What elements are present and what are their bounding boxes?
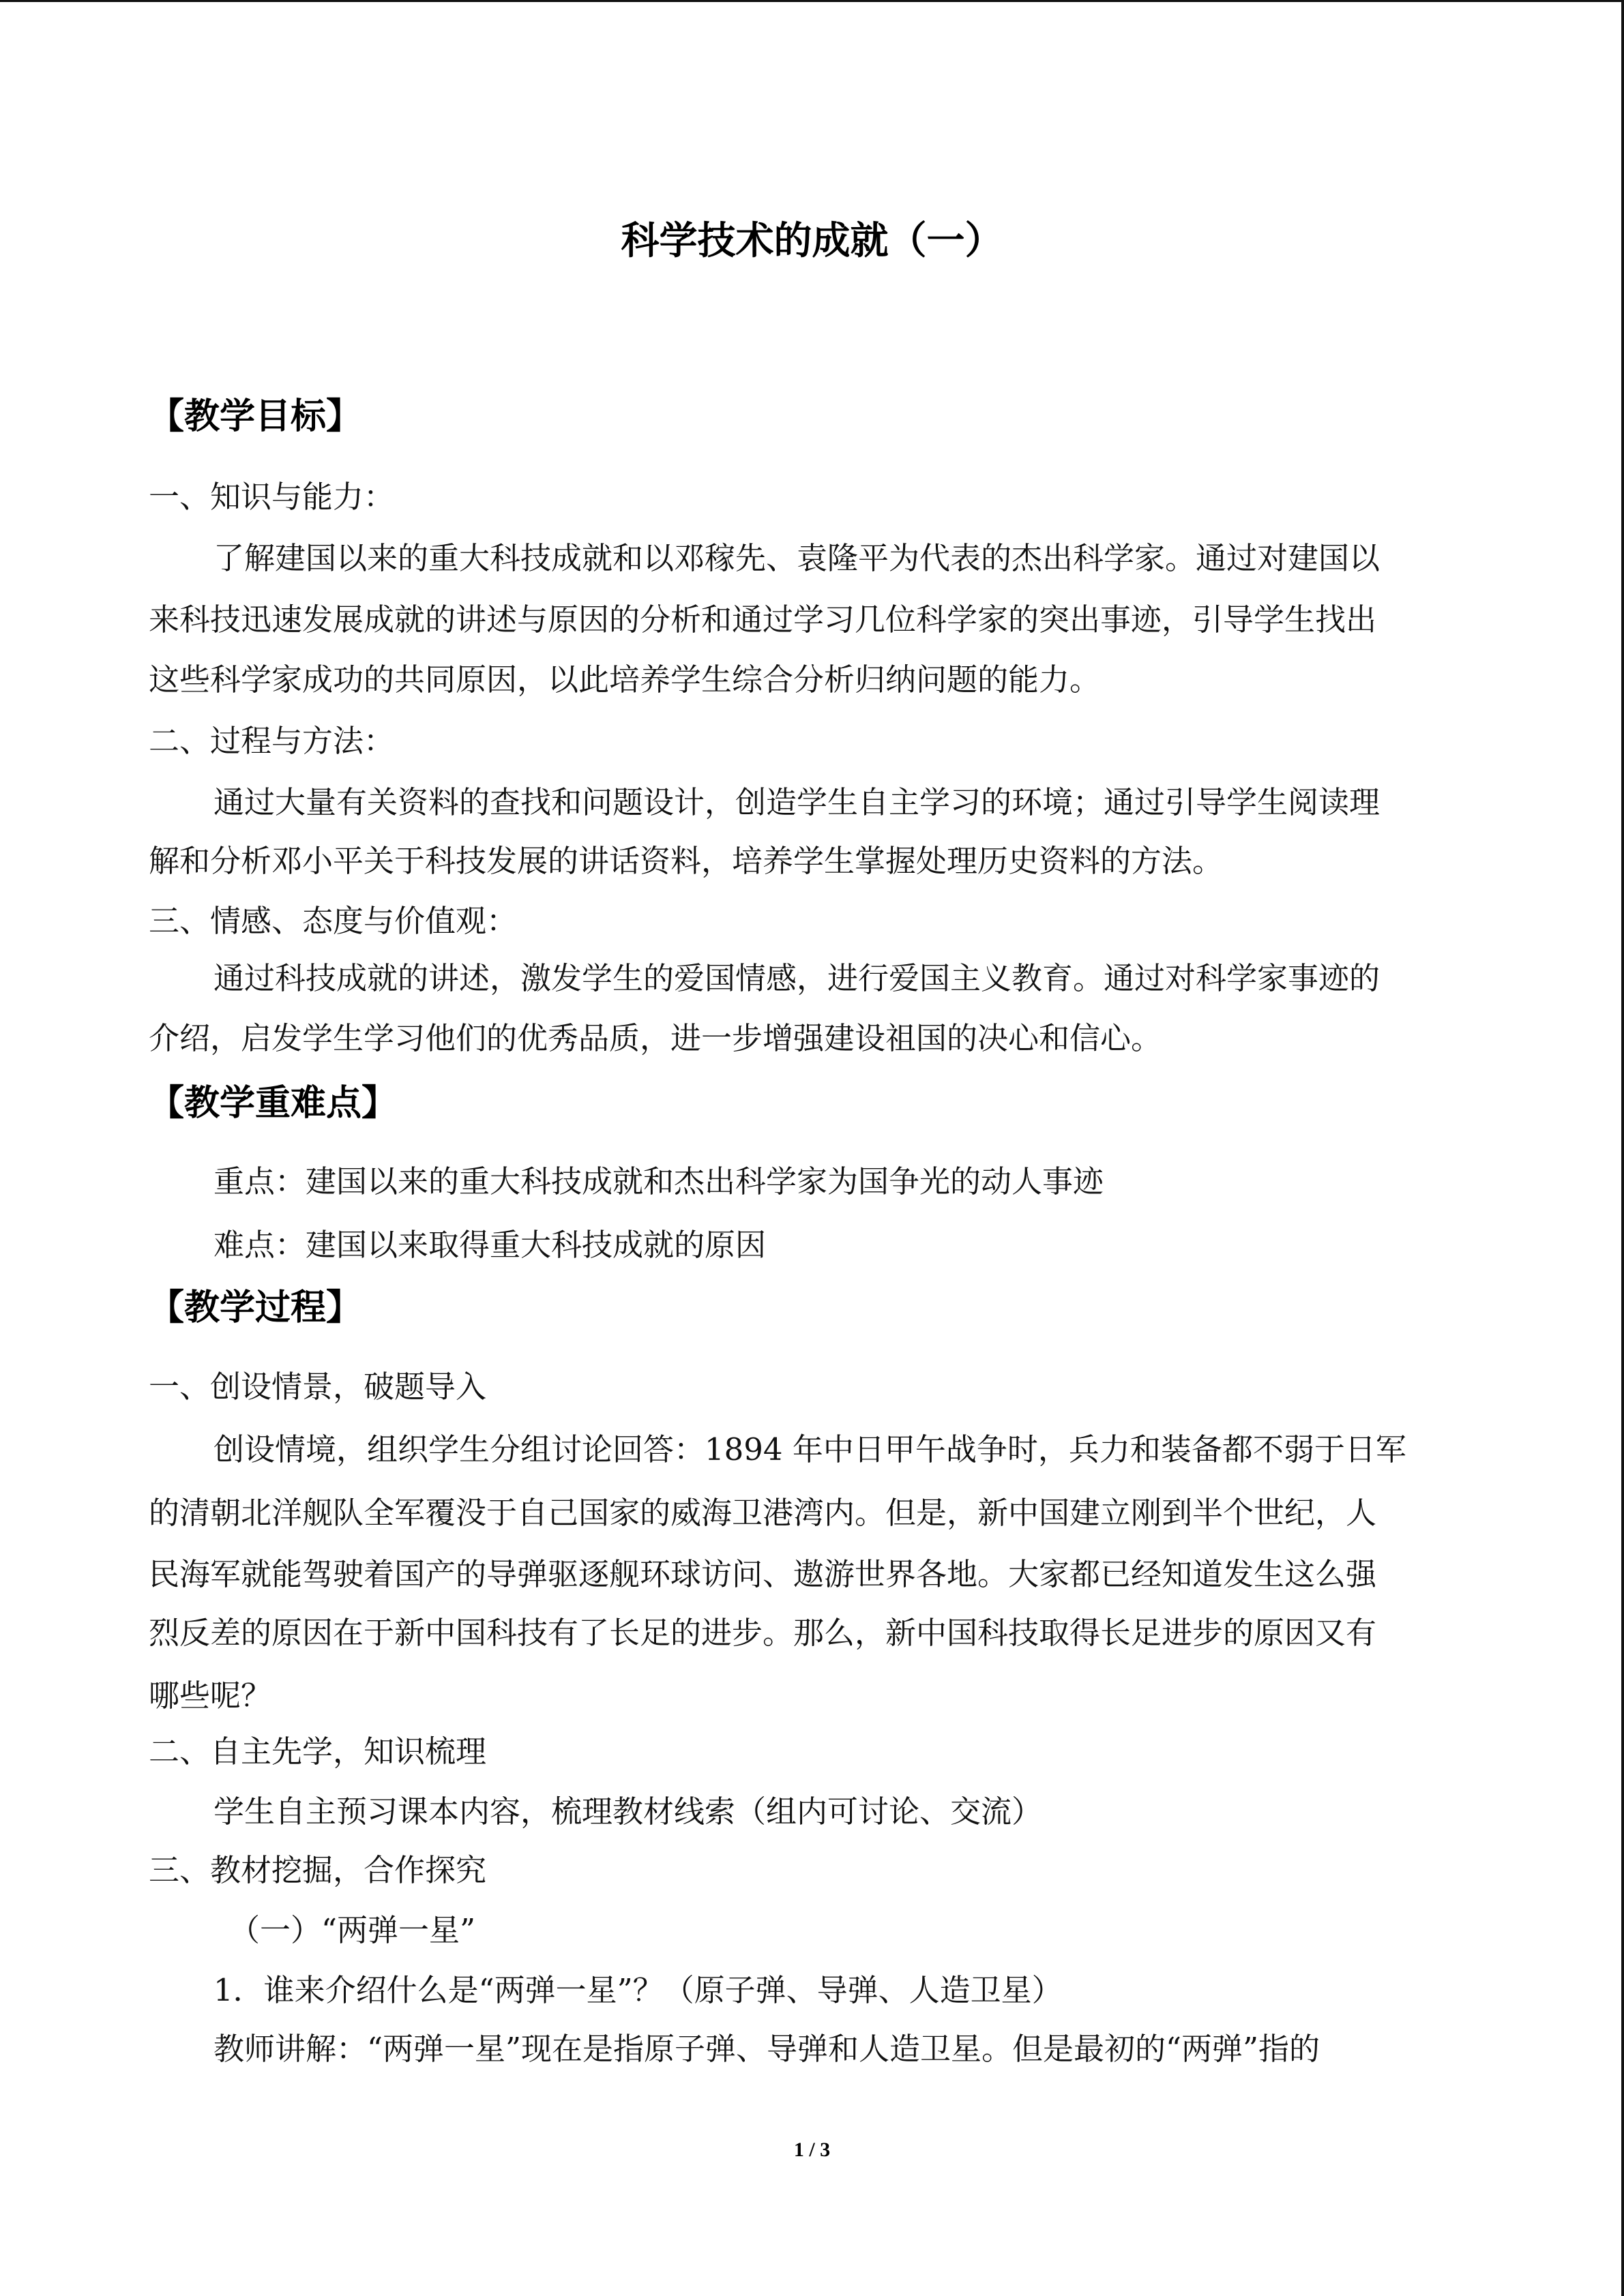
- paragraph-line: 这些科学家成功的共同原因，以此培养学生综合分析归纳问题的能力。: [149, 661, 1101, 698]
- subheading-two-bombs-one-satellite: （一）“两弹一星”: [229, 1912, 476, 1948]
- paragraph-line: 了解建国以来的重大科技成就和以邓稼先、袁隆平为代表的杰出科学家。通过对建国以: [213, 540, 1381, 576]
- paragraph-line: 学生自主预习课本内容，梳理教材线索（组内可讨论、交流）: [213, 1793, 1043, 1830]
- paragraph-line: 通过大量有关资料的查找和问题设计，创造学生自主学习的环境；通过引导学生阅读理: [213, 784, 1381, 820]
- step-label-explore: 三、教材挖掘，合作探究: [149, 1852, 487, 1888]
- paragraph-line: 哪些呢？: [149, 1678, 272, 1714]
- paragraph-line: 的清朝北洋舰队全军覆没于自己国家的威海卫港湾内。但是，新中国建立刚到半个世纪，人: [149, 1495, 1377, 1531]
- paragraph-line: 教师讲解：“两弹一星”现在是指原子弹、导弹和人造卫星。但是最初的“两弹”指的: [213, 2031, 1320, 2067]
- subsection-label-knowledge: 一、知识与能力：: [149, 479, 395, 515]
- paragraph-line: 民海军就能驾驶着国产的导弹驱逐舰环球访问、遨游世界各地。大家都已经知道发生这么强: [149, 1556, 1377, 1592]
- paragraph-line: 解和分析邓小平关于科技发展的讲话资料，培养学生掌握处理历史资料的方法。: [149, 843, 1224, 879]
- key-point-difficulty: 难点：建国以来取得重大科技成就的原因: [213, 1227, 767, 1263]
- section-heading-key-points: 【教学重难点】: [149, 1083, 398, 1124]
- subsection-label-emotion: 三、情感、态度与价值观：: [149, 903, 518, 939]
- paragraph-line: 介绍，启发学生学习他们的优秀品质，进一步增强建设祖国的决心和信心。: [149, 1020, 1162, 1056]
- question-line: 1．谁来介绍什么是“两弹一星”？（原子弹、导弹、人造卫星）: [213, 1972, 1063, 2008]
- section-heading-process: 【教学过程】: [149, 1287, 362, 1328]
- step-label-intro: 一、创设情景，破题导入: [149, 1369, 487, 1405]
- key-point-focus: 重点：建国以来的重大科技成就和杰出科学家为国争光的动人事迹: [213, 1163, 1104, 1199]
- document-title: 科学技术的成就（一）: [621, 218, 1003, 263]
- paragraph-line: 烈反差的原因在于新中国科技有了长足的进步。那么，新中国科技取得长足进步的原因又有: [149, 1615, 1377, 1651]
- paragraph-line: 通过科技成就的讲述，激发学生的爱国情感，进行爱国主义教育。通过对科学家事迹的: [213, 960, 1381, 996]
- page-number: 1 / 3: [793, 2138, 831, 2161]
- section-heading-objectives: 【教学目标】: [149, 396, 362, 437]
- paragraph-line: 创设情境，组织学生分组讨论回答：1894 年中日甲午战争时，兵力和装备都不弱于日军: [213, 1431, 1406, 1467]
- paragraph-line: 来科技迅速发展成就的讲述与原因的分析和通过学习几位科学家的突出事迹，引导学生找出: [149, 601, 1377, 638]
- step-label-self-study: 二、自主先学，知识梳理: [149, 1733, 487, 1770]
- subsection-label-process: 二、过程与方法：: [149, 723, 395, 759]
